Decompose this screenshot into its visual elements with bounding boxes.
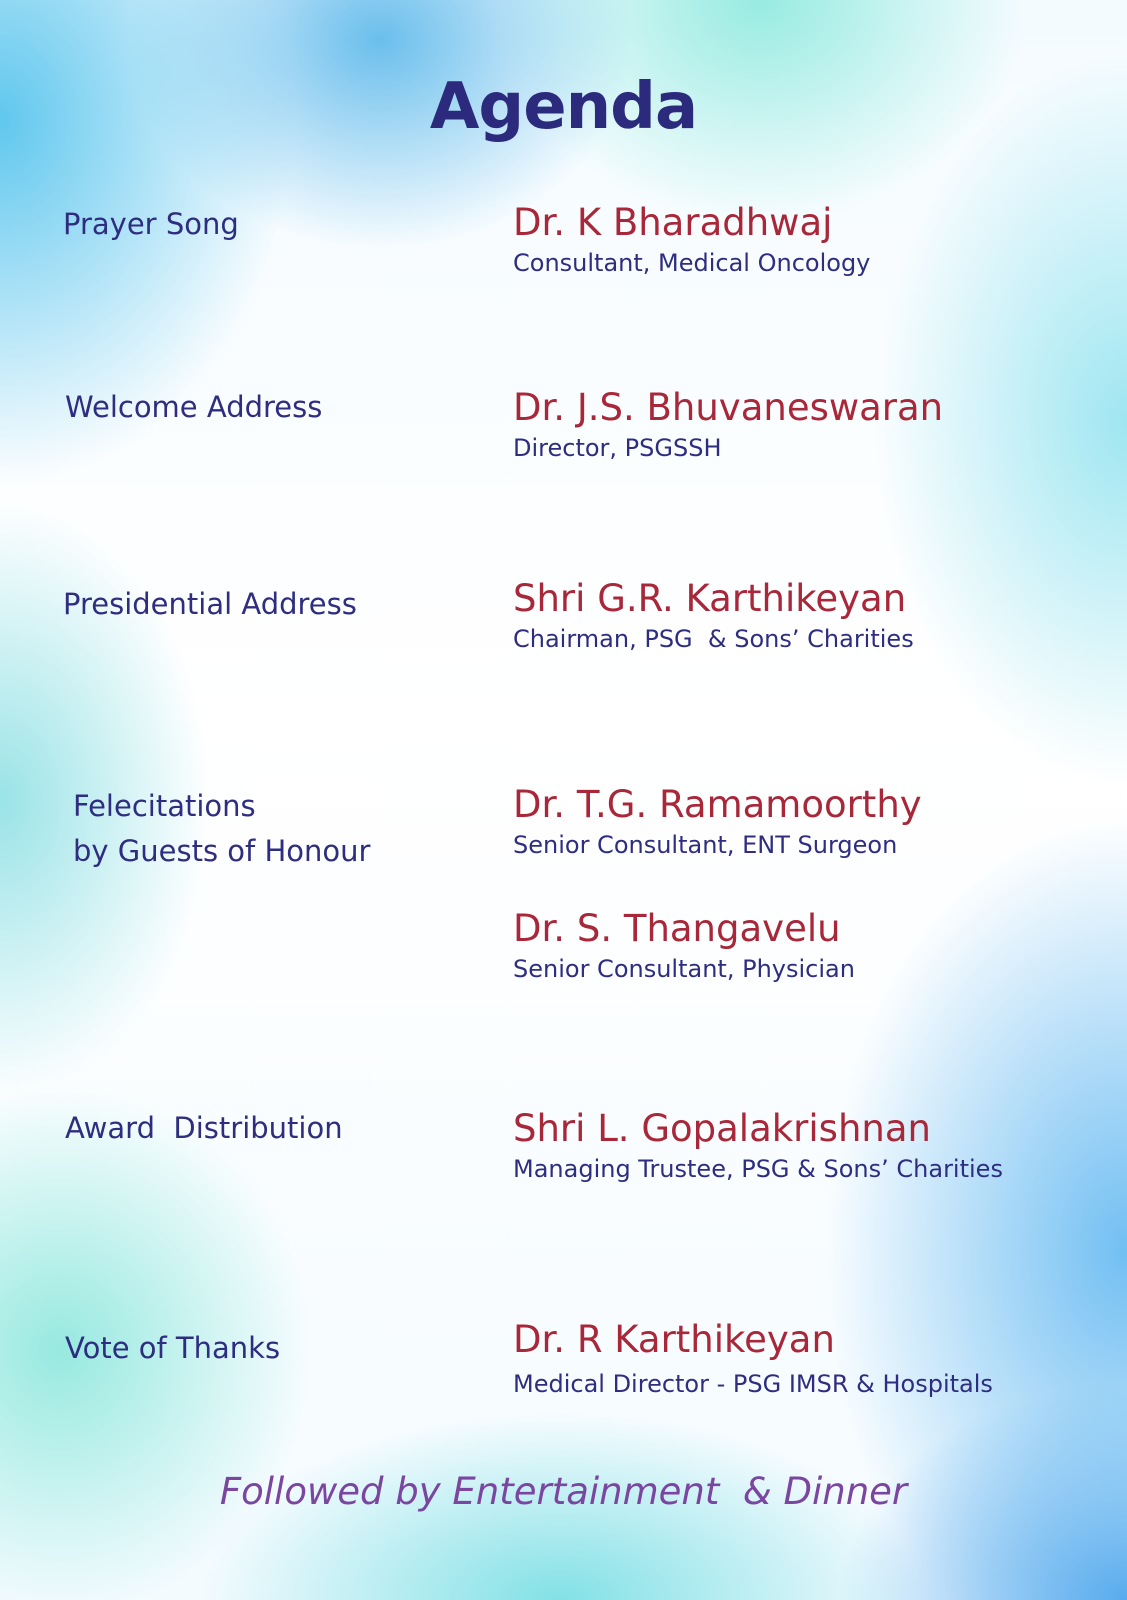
footer-note: Followed by Entertainment & Dinner bbox=[219, 1470, 908, 1513]
speaker-role: Director, PSGSSH bbox=[513, 434, 722, 462]
speaker-block bbox=[513, 906, 855, 986]
speaker-name: Dr. R Karthikeyan bbox=[513, 1318, 835, 1361]
speaker-block bbox=[513, 1317, 993, 1401]
speaker-block bbox=[513, 576, 914, 656]
agenda-item-label-line1: Felecitations bbox=[73, 789, 256, 823]
page-title: Agenda bbox=[429, 70, 698, 144]
speaker-block bbox=[513, 1106, 1003, 1186]
speaker-role: Consultant, Medical Oncology bbox=[513, 249, 871, 277]
speaker-role: Medical Director - PSG IMSR & Hospitals bbox=[513, 1370, 993, 1398]
agenda-item-label: Award Distribution bbox=[65, 1111, 343, 1145]
speaker-block bbox=[513, 385, 943, 465]
speaker-name: Dr. K Bharadhwaj bbox=[513, 201, 833, 244]
speaker-name: Dr. T.G. Ramamoorthy bbox=[513, 783, 922, 826]
agenda-item-label: Prayer Song bbox=[63, 207, 239, 241]
speaker-name: Shri G.R. Karthikeyan bbox=[513, 577, 907, 620]
speaker-role: Senior Consultant, Physician bbox=[513, 955, 855, 983]
speaker-name: Dr. S. Thangavelu bbox=[513, 907, 841, 950]
speaker-block bbox=[513, 782, 922, 862]
speaker-name: Shri L. Gopalakrishnan bbox=[513, 1107, 931, 1150]
speaker-role: Managing Trustee, PSG & Sons’ Charities bbox=[513, 1155, 1003, 1183]
speaker-name: Dr. J.S. Bhuvaneswaran bbox=[513, 386, 944, 429]
agenda-item-label: Welcome Address bbox=[65, 390, 323, 424]
agenda-item-label: Presidential Address bbox=[63, 587, 357, 621]
speaker-role: Chairman, PSG & Sons’ Charities bbox=[513, 625, 914, 653]
agenda-item-label: Vote of Thanks bbox=[65, 1331, 281, 1365]
speaker-block bbox=[513, 200, 870, 280]
agenda-item-label-line2: by Guests of Honour bbox=[73, 834, 371, 868]
speaker-role: Senior Consultant, ENT Surgeon bbox=[513, 831, 898, 859]
